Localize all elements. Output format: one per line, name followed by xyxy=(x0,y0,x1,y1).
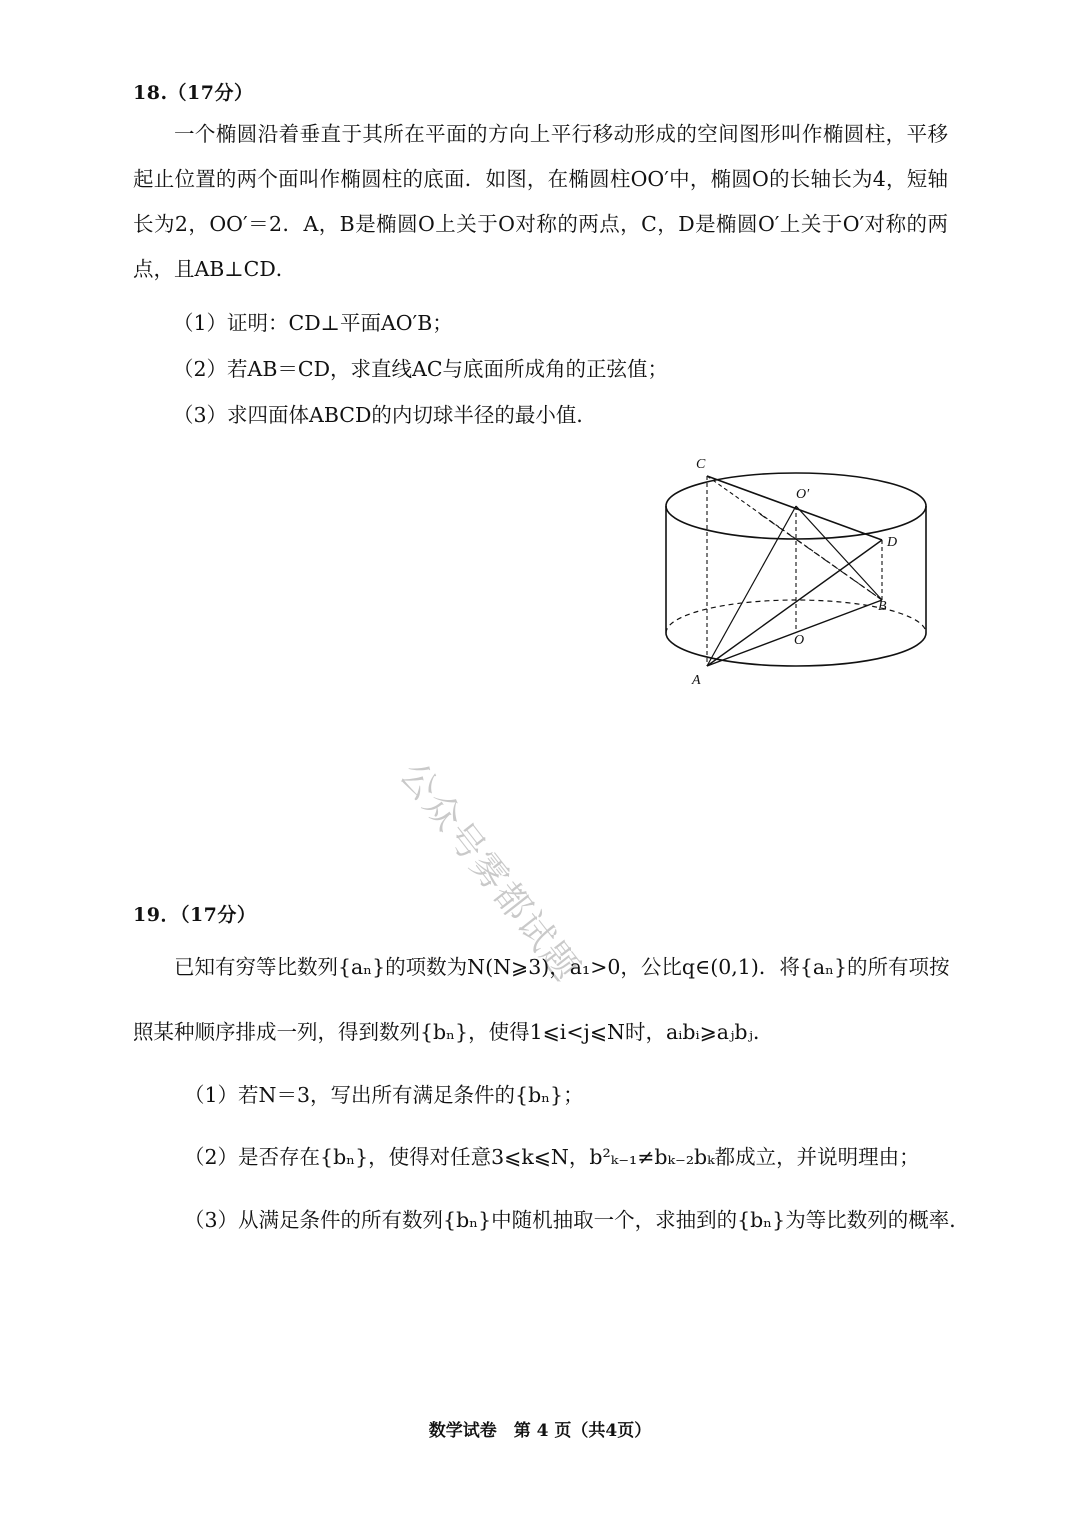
segment-O-prime-B xyxy=(796,506,882,600)
q18-part3: （3）求四面体ABCD的内切球半径的最小值． xyxy=(173,403,597,427)
elliptic-cylinder-figure xyxy=(650,448,940,693)
q19-header: 19．（17分） xyxy=(133,904,257,926)
label-D: D xyxy=(887,535,898,550)
label-O-prime: O′ xyxy=(796,487,810,502)
q19-part1: （1）若N＝3，写出所有满足条件的{bₙ}； xyxy=(184,1083,584,1107)
q19-part3: （3）从满足条件的所有数列{bₙ}中随机抽取一个，求抽到的{bₙ}为等比数列的概率． xyxy=(184,1208,970,1232)
watermark: 公众号雾都试题 xyxy=(391,754,588,990)
segment-CB xyxy=(707,476,882,600)
page-footer: 数学试卷 第 4 页（共4页） xyxy=(428,1421,652,1441)
q18-part2: （2）若AB＝CD，求直线AC与底面所成角的正弦值； xyxy=(173,357,669,381)
q19-stem-line2: 照某种顺序排成一列，得到数列{bₙ}，使得1⩽i<j⩽N时，aᵢbᵢ⩾aⱼbⱼ． xyxy=(133,1020,774,1044)
label-O: O xyxy=(794,633,805,648)
segment-auxiliary xyxy=(760,514,882,600)
q18-header: 18.（17分） xyxy=(133,82,254,104)
label-A: A xyxy=(692,673,701,688)
q18-stem: 一个椭圆沿着垂直于其所在平面的方向上平行移动形成的空间图形叫作椭圆柱，平移起止位置的两个面叫作椭圆柱的底面．如图，在椭圆柱OO′中，椭圆O的长轴长为4，短轴长为2，OO′＝2．A，B是椭圆O上关于O对称的两点，C，D是椭圆O′上关于O′对称的两点，且AB⊥CD． xyxy=(133,122,948,281)
label-C: C xyxy=(696,457,706,472)
label-B: B xyxy=(878,599,887,614)
q19-part2: （2）是否存在{bₙ}，使得对任意3⩽k⩽N，b²ₖ₋₁≠bₖ₋₂bₖ都成立，并说明理由； xyxy=(184,1145,920,1169)
q18-part1: （1）证明：CD⊥平面AO′B； xyxy=(173,311,453,335)
q19-stem-line1: 已知有穷等比数列{aₙ}的项数为N(N⩾3)，a₁>0，公比q∈(0,1)．将{aₙ}的所有项按 xyxy=(174,955,950,979)
